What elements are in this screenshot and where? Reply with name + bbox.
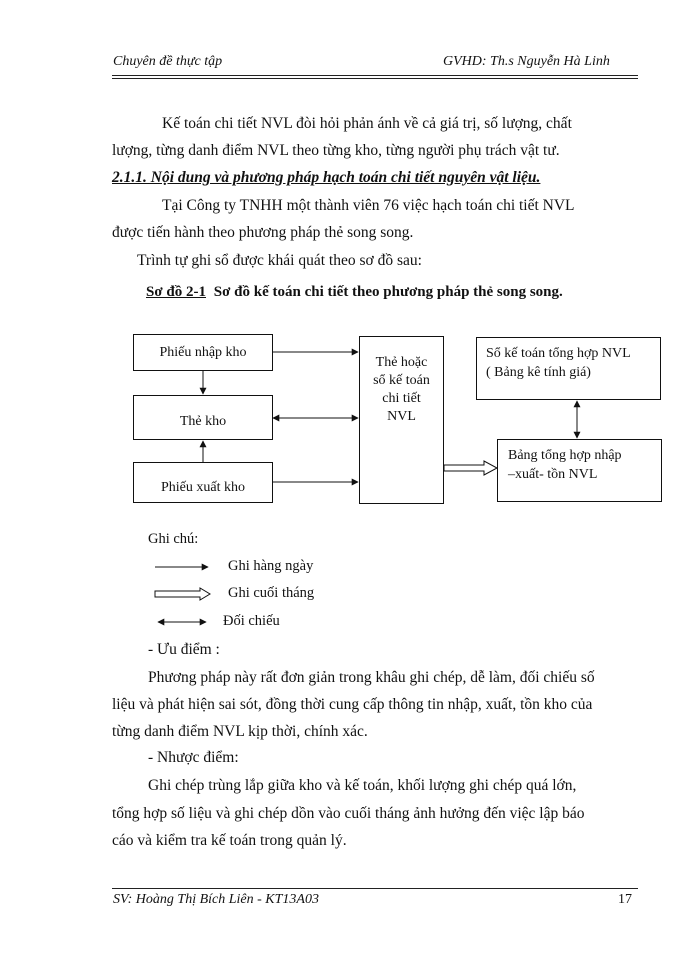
pros-title: - Ưu điểm :	[148, 641, 220, 658]
arrow-monthly-to-bang	[444, 461, 497, 475]
header-left: Chuyên đề thực tập	[113, 54, 223, 69]
legend-compare-label: Đối chiếu	[223, 613, 280, 629]
pros-line3: từng danh điểm NVL kịp thời, chính xác.	[112, 723, 368, 740]
footer-rule	[112, 888, 638, 889]
box-bang-tong-hop-line1: Bảng tổng hợp nhập	[508, 448, 622, 463]
para1-line1: Kế toán chi tiết NVL đòi hỏi phản ánh về cả giá trị, số lượng, chất	[162, 115, 572, 132]
box-phieu-nhap	[133, 334, 273, 371]
para2-line1: Tại Công ty TNHH một thành viên 76 việc hạch toán chi tiết NVL	[162, 197, 575, 214]
section-heading: 2.1.1. Nội dung và phương pháp hạch toán chi tiết nguyên vật liệu.	[112, 169, 541, 186]
box-so-ke-toan-line2: ( Bảng kê tính giá)	[486, 365, 591, 380]
box-phieu-nhap-label: Phiếu nhập kho	[159, 344, 247, 360]
box-phieu-xuat	[133, 462, 273, 503]
cons-line3: cáo và kiểm tra kế toán trong quản lý.	[112, 832, 347, 849]
footer-student: SV: Hoàng Thị Bích Liên - KT13A03	[113, 892, 319, 907]
box-phieu-xuat-label: Phiếu xuất kho	[161, 480, 245, 495]
box-bang-tong-hop-line2: –xuất- tồn NVL	[508, 467, 598, 482]
legend-monthly-label: Ghi cuối tháng	[228, 585, 315, 601]
box-the-hoac-line3: chi tiết	[382, 391, 421, 406]
box-the-kho-label: Thẻ kho	[179, 413, 227, 429]
diagram-label: Sơ đồ 2-1	[146, 284, 206, 300]
legend-daily-label: Ghi hàng ngày	[228, 558, 314, 574]
box-the-kho	[133, 395, 273, 440]
box-so-ke-toan-tong-hop	[476, 337, 661, 400]
pros-line1: Phương pháp này rất đơn giản trong khâu ghi chép, dễ làm, đối chiếu số	[148, 669, 595, 686]
footer-page-number: 17	[618, 892, 632, 907]
diagram-title: Sơ đồ kế toán chi tiết theo phương pháp thẻ song song.	[213, 284, 563, 300]
header-right: GVHD: Th.s Nguyễn Hà Linh	[443, 54, 610, 69]
cons-line2: tổng hợp số liệu và ghi chép dồn vào cuối tháng ảnh hưởng đến việc lập báo	[112, 805, 585, 822]
para3: Trình tự ghi sổ được khái quát theo sơ đồ sau:	[137, 252, 422, 269]
box-the-hoac-line1: Thẻ hoặc	[375, 355, 428, 370]
cons-title: - Nhược điểm:	[148, 749, 239, 766]
pros-line2: liệu và phát hiện sai sót, đồng thời cung cấp thông tin nhập, xuất, tồn kho của	[112, 696, 593, 713]
legend-monthly-arrow	[155, 588, 210, 600]
legend-title: Ghi chú:	[148, 531, 199, 547]
para1-line2: lượng, từng danh điểm NVL theo từng kho, từng người phụ trách vật tư.	[112, 142, 560, 159]
cons-line1: Ghi chép trùng lắp giữa kho và kế toán, khối lượng ghi chép quá lớn,	[148, 777, 577, 794]
box-bang-tong-hop	[497, 439, 662, 502]
para2-line2: được tiến hành theo phương pháp thẻ song song.	[112, 224, 414, 241]
box-the-hoac-line2: sổ kế toán	[373, 373, 430, 388]
box-the-hoac-so	[359, 336, 444, 504]
box-the-hoac-line4: NVL	[387, 409, 416, 424]
box-so-ke-toan-line1: Sổ kế toán tổng hợp NVL	[486, 346, 631, 361]
